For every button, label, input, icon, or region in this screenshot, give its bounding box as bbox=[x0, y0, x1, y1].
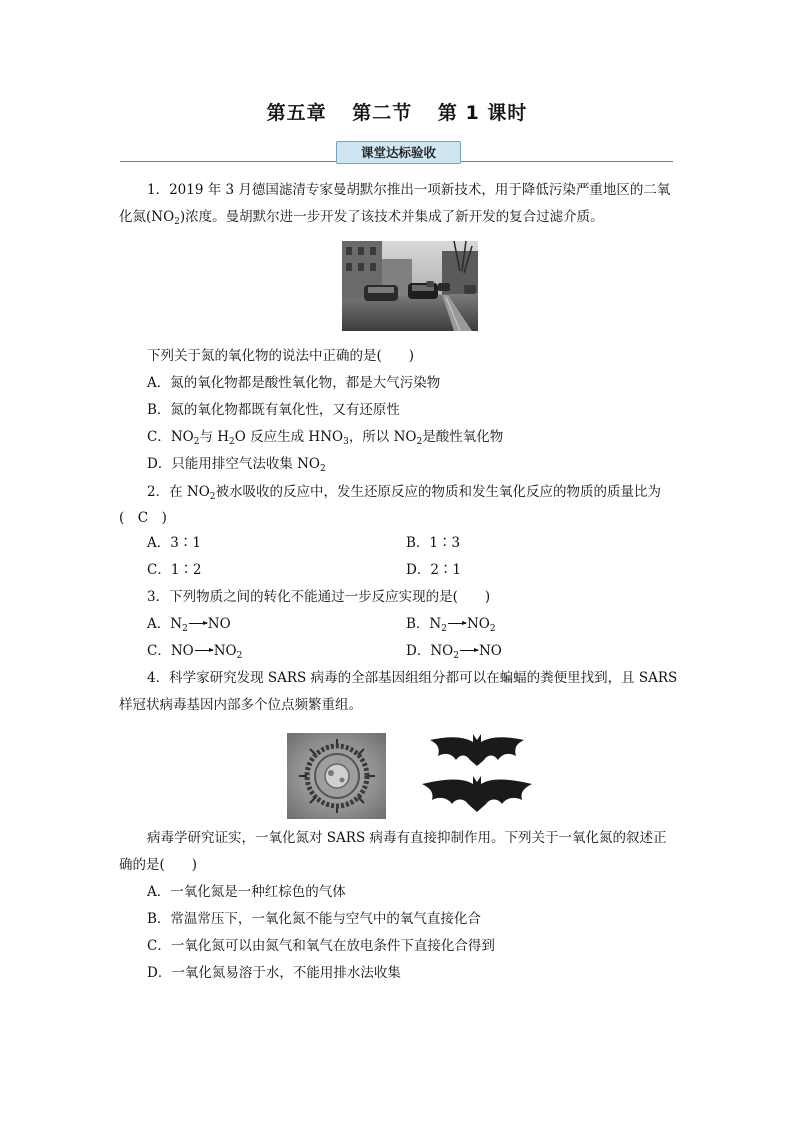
q1-stem-line2: 化氮$(NO_2)$浓度。曼胡默尔进一步开发了该技术并集成了新开发的复合过滤介质。 bbox=[119, 209, 604, 227]
q1-option-a: A．氮的氧化物都是酸性氧化物，都是大气污染物 bbox=[147, 375, 441, 391]
q3-stem: 3．下列物质之间的转化不能通过一步反应实现的是( ) bbox=[147, 589, 491, 605]
chapter-label: 第五章 bbox=[266, 102, 327, 124]
q4-text-line2: 确的是( ) bbox=[119, 857, 198, 873]
q4-stem-line1: 4．科学家研究发现 SARS 病毒的全部基因组组分都可以在蝙蝠的粪便里找到，且 SARS bbox=[147, 670, 678, 686]
q3-option-c: C．NO $NO_2$ bbox=[147, 643, 243, 661]
q4-text-line1: 病毒学研究证实，一氧化氮对 SARS 病毒有直接抑制作用。下列关于一氧化氮的叙述正 bbox=[147, 830, 667, 846]
page-title bbox=[0, 98, 794, 125]
reaction-arrow-icon bbox=[189, 623, 207, 624]
q2-option-b: B．1∶3 bbox=[406, 535, 461, 551]
section-label: 第二节 bbox=[352, 102, 413, 124]
q4-stem-line2: 样冠状病毒基因内部多个位点频繁重组。 bbox=[119, 697, 362, 713]
reaction-arrow-icon bbox=[195, 650, 213, 651]
q1-ask: 下列关于氮的氧化物的说法中正确的是( ) bbox=[147, 348, 415, 364]
q2-option-c: C．1∶2 bbox=[147, 562, 202, 578]
q4-option-a: A．一氧化氮是一种红棕色的气体 bbox=[147, 884, 346, 900]
virus-micrograph-image bbox=[287, 733, 386, 819]
q2-stem: 2．在 $NO_2$被水吸收的反应中，发生还原反应的物质和发生氧化反应的物质的质量比为 bbox=[147, 484, 661, 502]
bats-image bbox=[418, 730, 536, 820]
q3-option-b: B．$N_2$ $NO_2$ bbox=[406, 616, 496, 634]
q3-option-d: D．$NO_2$ NO bbox=[406, 643, 502, 661]
q1-option-b: B．氮的氧化物都既有氧化性，又有还原性 bbox=[147, 402, 400, 418]
q2-answer: ( C ) bbox=[119, 510, 167, 526]
q1-option-c: C．$NO_2$与 $H_2O$ 反应生成 $HNO_3$，所以 $NO_2$是酸性氧化物 bbox=[147, 429, 504, 447]
q2-option-a: A．3∶1 bbox=[147, 535, 201, 551]
street-traffic-photo bbox=[342, 241, 478, 331]
reaction-arrow-icon bbox=[448, 623, 466, 624]
q1-option-d: D．只能用排空气法收集 $NO_2$ bbox=[147, 456, 326, 474]
q4-option-c: C．一氧化氮可以由氮气和氧气在放电条件下直接化合得到 bbox=[147, 938, 495, 954]
q2-option-d: D．2∶1 bbox=[406, 562, 462, 578]
q1-stem-line1: 1．2019 年 3 月德国滤清专家曼胡默尔推出一项新技术，用于降低污染严重地区的二氧 bbox=[147, 182, 671, 198]
q4-option-d: D．一氧化氮易溶于水，不能用排水法收集 bbox=[147, 965, 401, 981]
q3-option-a: A．$N_2$ NO bbox=[147, 616, 231, 634]
reaction-arrow-icon bbox=[460, 650, 478, 651]
lesson-label: 第 1 课时 bbox=[437, 102, 528, 124]
q4-option-b: B．常温常压下，一氧化氮不能与空气中的氧气直接化合 bbox=[147, 911, 481, 927]
section-badge: 课堂达标验收 bbox=[336, 141, 461, 164]
